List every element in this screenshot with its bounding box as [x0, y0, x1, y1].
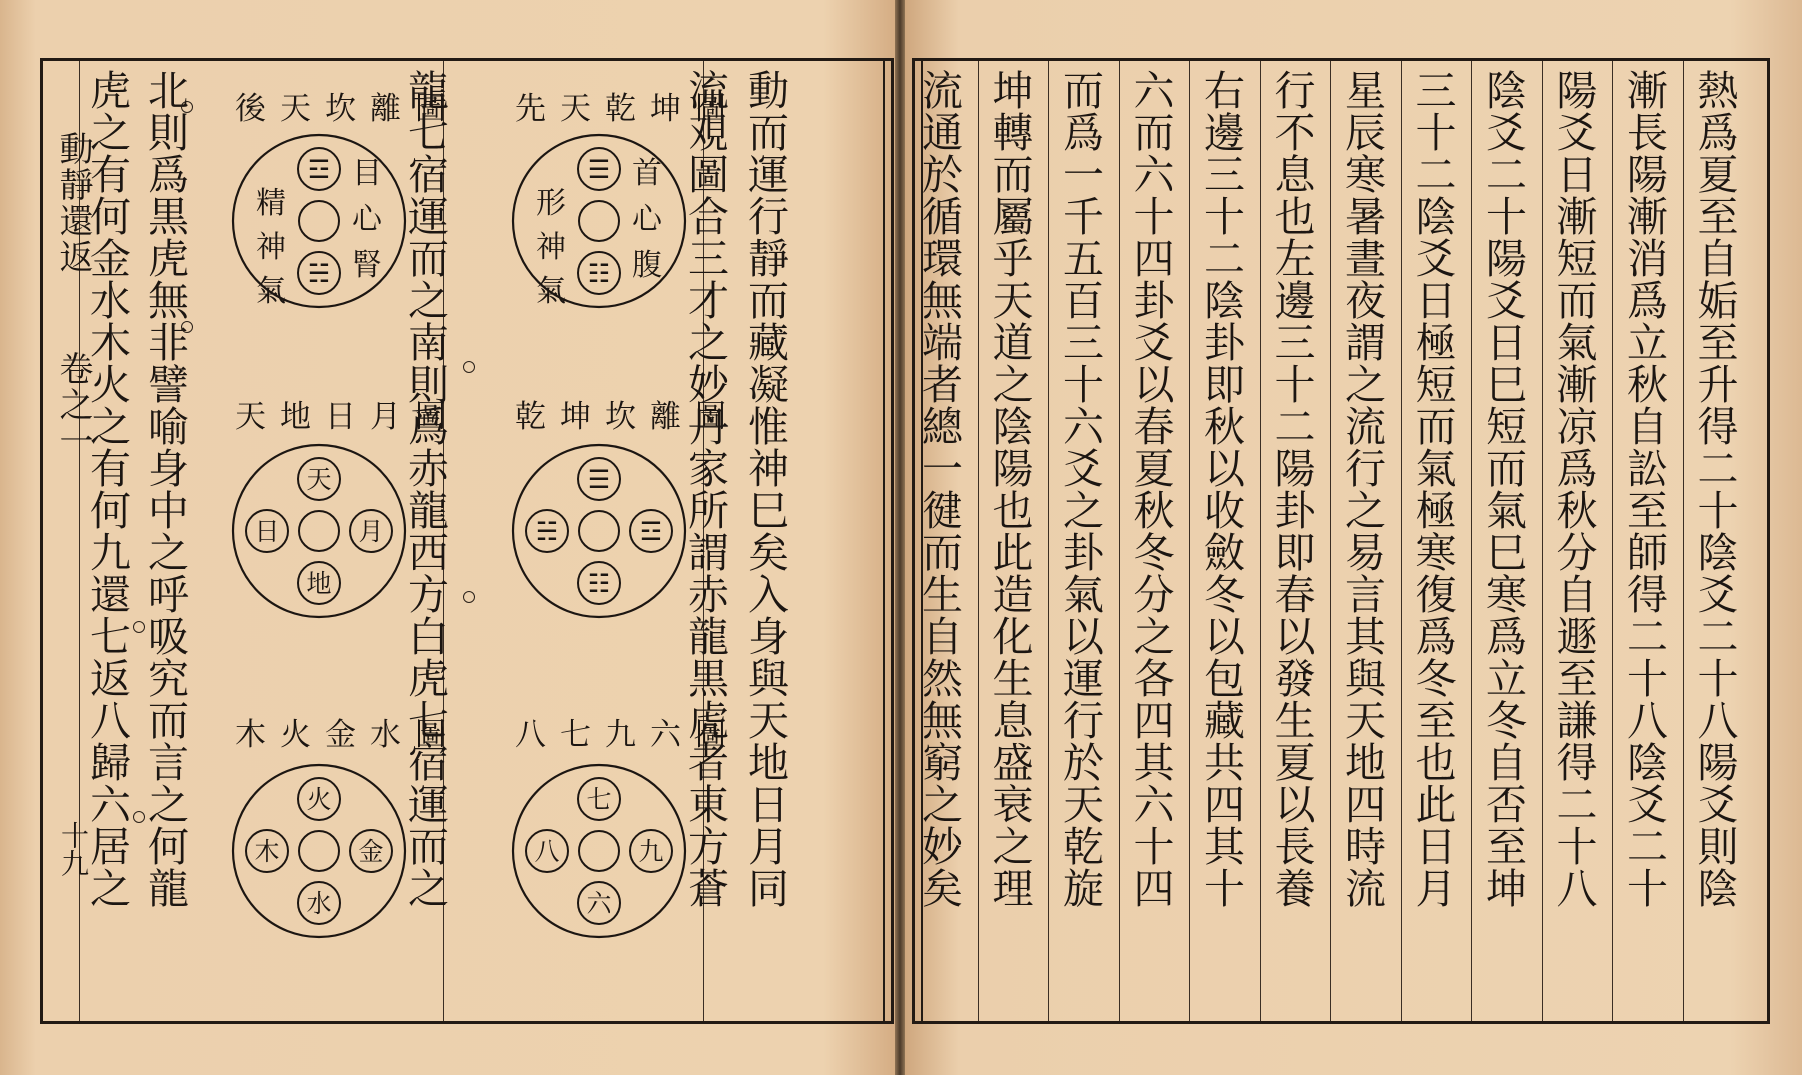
right-text-column-11: 坤轉而屬乎天道之陰陽也此造化生息盛衰之理 — [985, 69, 1034, 909]
diagram-cell-left — [526, 510, 568, 552]
diagram-glyph-top: 火 — [306, 785, 332, 814]
column-rule — [1401, 61, 1402, 1021]
diagram-title-5: 八七九六圖 — [515, 717, 740, 753]
diagram-cell-top — [578, 148, 620, 190]
diagram-title-3: 乾坤坎離圖 — [515, 399, 740, 435]
punctuation-dot — [463, 361, 475, 373]
right-page-frame — [912, 58, 1770, 1024]
column-rule — [1471, 61, 1472, 1021]
column-rule — [1542, 61, 1543, 1021]
text-column-3: 龍七宿運而之南則爲赤龍西方白虎七宿運而之 — [401, 69, 449, 909]
diagram-side-label: 腹 — [632, 248, 662, 283]
diagram-glyph-left: 八 — [534, 837, 560, 866]
diagram-glyph-right: 月 — [358, 517, 384, 546]
column-rule — [1612, 61, 1613, 1021]
diagram-glyph-right: 九 — [638, 837, 664, 866]
diagram-glyph-bottom: 地 — [306, 569, 332, 598]
diagram-glyph-left: 木 — [254, 837, 280, 866]
diagram-glyph-top: 七 — [586, 785, 612, 814]
text-column-1: 動而運行靜而藏凝惟神巳矣入身與天地日月同 — [741, 69, 789, 909]
folio-number: 十九 — [57, 821, 90, 877]
diagram-title-2: 後天坎離圖 — [235, 91, 460, 127]
diagram-cell-top — [298, 458, 340, 500]
diagram-side-label: 首 — [632, 156, 662, 191]
diagram-title-6: 木火金水圖 — [235, 717, 460, 753]
diagram-title-4: 天地日月圖 — [235, 399, 460, 435]
right-text-column-9: 六而六十四卦爻以春夏秋冬分之各四其六十四 — [1126, 69, 1175, 909]
left-page-frame — [40, 58, 894, 1024]
right-text-column-4: 陰爻二十陽爻日巳短而氣巳寒爲立冬自否至坤 — [1479, 69, 1527, 909]
margin-volume: 卷之一 — [53, 351, 93, 459]
margin-title: 動靜還返 — [53, 131, 93, 275]
diagram-glyph-left: 日 — [254, 517, 280, 546]
column-rule — [1260, 61, 1261, 1021]
diagram-glyph-left: ☵ — [535, 517, 559, 546]
column-rule — [1330, 61, 1331, 1021]
diagram-cell-bottom — [578, 252, 620, 294]
diagram-side-label: 精 — [256, 186, 286, 221]
diagram-side-label: 心 — [352, 202, 382, 237]
column-rule — [978, 61, 979, 1021]
column-rule — [1683, 61, 1684, 1021]
diagram-cell-bottom — [578, 562, 620, 604]
right-text-column-5: 三十二陰爻日極短而氣極寒復爲冬至也此日月 — [1408, 69, 1457, 909]
diagram-glyph-right: ☲ — [639, 517, 663, 546]
diagram-cell-right — [350, 510, 392, 552]
diagram-title-1: 先天乾坤圖 — [515, 91, 740, 127]
column-rule — [1048, 61, 1049, 1021]
diagram-circle-2 — [229, 131, 409, 311]
diagram-side-label: 心 — [632, 202, 662, 237]
column-rule — [1189, 61, 1190, 1021]
diagram-glyph-bottom: ☷ — [587, 259, 611, 288]
diagram-cell-right — [630, 510, 672, 552]
diagram-circle-1 — [509, 131, 689, 311]
diagram-glyph-top: ☲ — [307, 155, 331, 184]
diagram-cell-top — [578, 458, 620, 500]
diagram-cell-top — [578, 778, 620, 820]
text-column-4: 北則爲黒虎無非譬喻身中之呼吸究而言之何龍 — [141, 69, 189, 909]
text-column-5: 虎之有何金水木火之有何九還七返八歸六居之 — [83, 69, 131, 909]
diagram-circle-3 — [509, 441, 689, 621]
diagram-circle-5 — [509, 761, 689, 941]
diagram-glyph-bottom: ☵ — [307, 259, 331, 288]
right-text-column-6: 星辰寒暑晝夜謂之流行之易言其與天地四時流 — [1338, 69, 1386, 909]
diagram-glyph-right: 金 — [358, 837, 384, 866]
right-text-column-2: 漸長陽漸消爲立秋自訟至師得二十八陰爻二十 — [1620, 69, 1668, 909]
right-text-column-12: 流通於循環無端者總一徤而生自然無窮之妙矣 — [915, 69, 963, 909]
punctuation-dot — [181, 321, 193, 333]
diagram-cell-top — [298, 778, 340, 820]
punctuation-dot — [133, 811, 145, 823]
diagram-glyph-bottom: 水 — [306, 889, 332, 918]
diagram-glyph-top: 天 — [306, 465, 332, 494]
diagram-side-label: 神 — [536, 230, 566, 265]
book-gutter — [895, 0, 905, 1075]
diagram-glyph-top: ☰ — [587, 155, 611, 184]
diagram-side-label: 形 — [536, 186, 566, 221]
diagram-glyph-top: ☰ — [587, 465, 611, 494]
punctuation-dot — [463, 591, 475, 603]
diagram-circle-4 — [229, 441, 409, 621]
diagram-side-label: 目 — [352, 156, 382, 191]
diagram-cell-right — [630, 830, 672, 872]
column-rule — [1119, 61, 1120, 1021]
diagram-cell-top — [298, 148, 340, 190]
diagram-circle-6 — [229, 761, 409, 941]
diagram-cell-right — [350, 830, 392, 872]
punctuation-dot — [133, 621, 145, 633]
diagram-side-label: 氣 — [256, 274, 286, 309]
diagram-side-label: 氣 — [536, 274, 566, 309]
diagram-glyph-bottom: ☷ — [587, 569, 611, 598]
diagram-cell-bottom — [578, 882, 620, 924]
diagram-side-label: 腎 — [352, 248, 382, 283]
text-column-2: 流覌圖合三才之妙丹家所謂赤龍黒虎者東方蒼 — [681, 69, 729, 909]
diagram-cell-left — [246, 830, 288, 872]
diagram-side-label: 神 — [256, 230, 286, 265]
diagram-cell-bottom — [298, 252, 340, 294]
right-text-column-7: 行不息也左邊三十二陽卦即春以發生夏以長養 — [1267, 69, 1316, 909]
right-text-column-3: 陽爻日漸短而氣漸凉爲秋分自遯至謙得二十八 — [1549, 69, 1598, 909]
right-text-column-10: 而爲一千五百三十六爻之卦氣以運行於天乾旋 — [1056, 69, 1104, 909]
right-text-column-8: 右邊三十二陰卦即秋以收斂冬以包藏共四其十 — [1197, 69, 1245, 909]
diagram-cell-left — [526, 830, 568, 872]
diagram-glyph-bottom: 六 — [586, 889, 612, 918]
left-page — [0, 0, 895, 1075]
punctuation-dot — [181, 101, 193, 113]
diagram-cell-bottom — [298, 882, 340, 924]
right-text-column-1: 熱爲夏至自姤至升得二十陰爻二十八陽爻則陰 — [1690, 69, 1739, 909]
diagram-cell-left — [246, 510, 288, 552]
diagram-cell-bottom — [298, 562, 340, 604]
